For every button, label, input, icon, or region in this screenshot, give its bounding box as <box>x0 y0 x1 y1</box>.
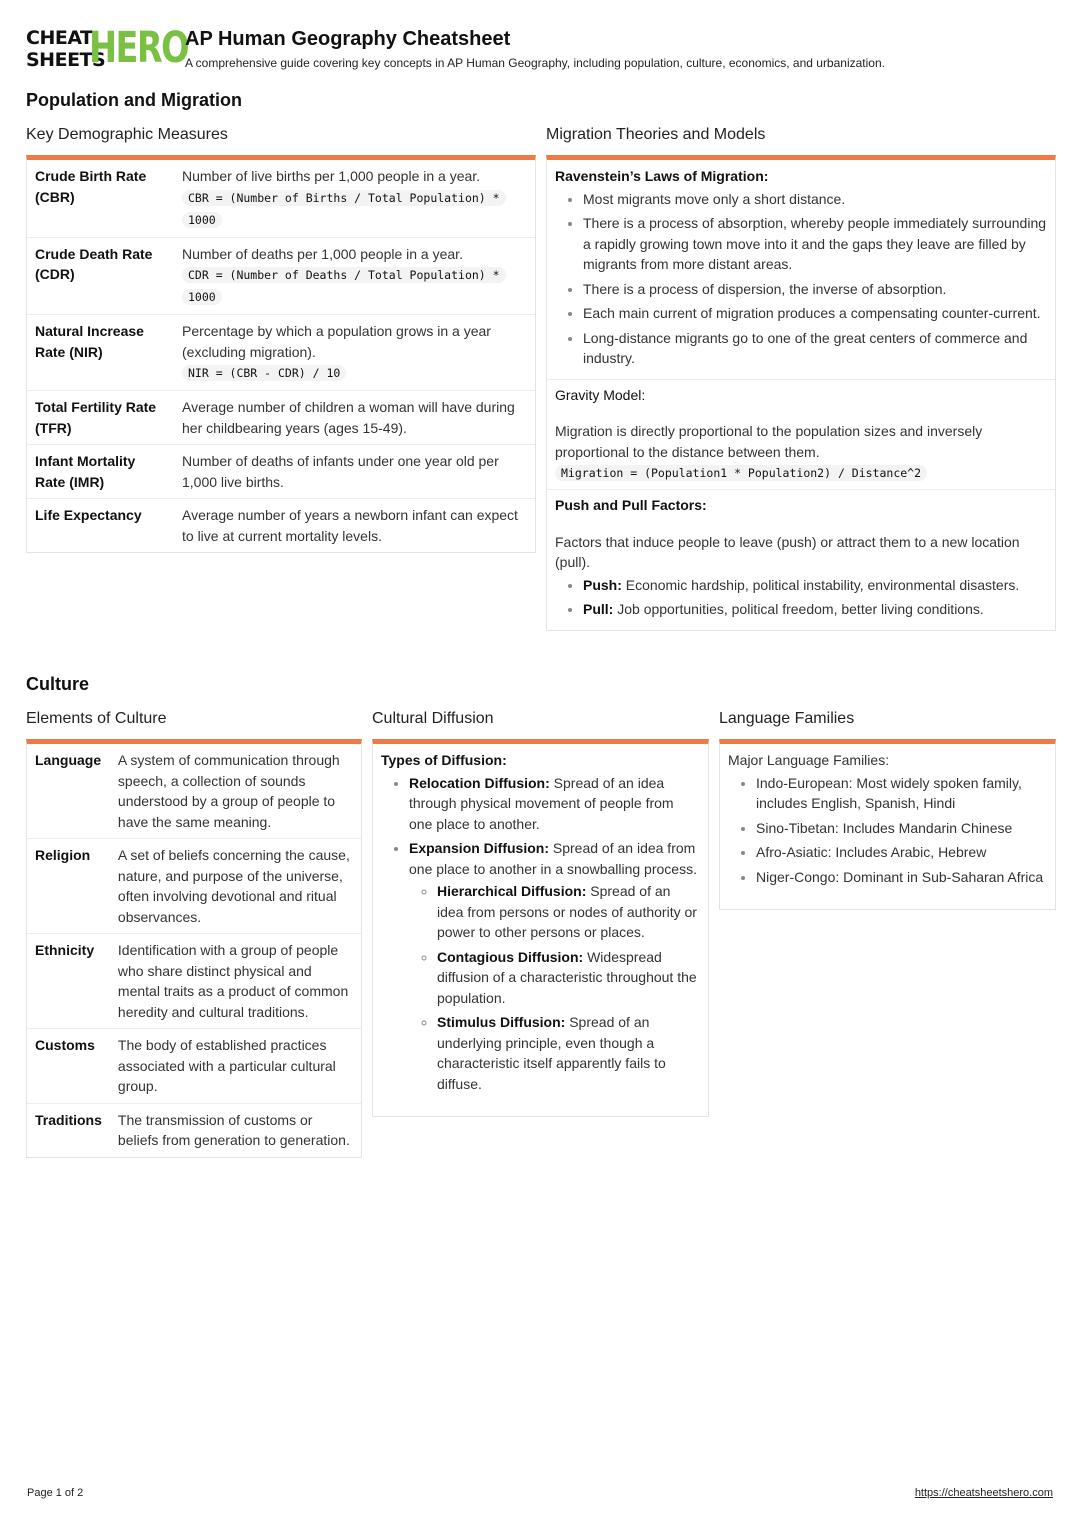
term-definition: The transmission of customs or beliefs from generation to generation. <box>117 1111 350 1148</box>
list-item <box>583 599 1047 620</box>
list-item: • Niger-Congo: Dominant in Sub-Saharan Africa <box>756 867 1047 888</box>
table-row <box>27 1029 361 1104</box>
section-title-culture: Culture <box>26 674 89 694</box>
term-label: Total Fertility Rate (TFR) <box>27 391 174 445</box>
languages-heading: Major Language Families: <box>728 752 890 768</box>
pull-text: Job opportunities, political freedom, better living conditions. <box>617 601 984 617</box>
list-item <box>409 773 700 835</box>
push-text: Economic hardship, political instability, environmental disasters. <box>625 576 1020 593</box>
list-item: • There is a process of dispersion, the inverse of absorption. <box>583 279 1047 300</box>
page-subtitle: A comprehensive guide covering key concepts in AP Human Geography, including population, culture, economics, and urbanization. <box>185 56 885 70</box>
ravenstein-list <box>555 189 1047 369</box>
table-row <box>27 237 535 315</box>
term-label: Crude Birth Rate (CBR) <box>27 160 174 237</box>
term-definition: The body of established practices associated with a particular cultural group. <box>110 1029 361 1104</box>
table-row <box>27 839 361 934</box>
term-label: Traditions <box>35 1111 102 1128</box>
list-item <box>437 947 700 1009</box>
diffusion-list <box>381 773 700 1095</box>
sub-item-text: Widespread diffusion of a characteristic throughout the population. <box>437 948 697 1006</box>
gravity-block <box>555 380 1047 485</box>
term-definition: Identification with a group of people who share distinct physical and mental traits as a product of common heredity and cultural traditions. <box>110 934 361 1029</box>
term-label: Infant Mortality Rate (IMR) <box>27 445 174 499</box>
definition-text: Number of live births per 1,000 people in a year. <box>182 168 481 184</box>
diffusion-block <box>373 744 708 1116</box>
table-row <box>27 499 535 553</box>
list-item <box>437 1012 700 1094</box>
diffusion-heading: Types of Diffusion: <box>381 752 507 768</box>
expansion-label: Expansion Diffusion: <box>409 840 549 856</box>
expansion-sublist <box>409 881 700 1094</box>
term-definition <box>174 237 535 315</box>
table-row <box>27 391 535 445</box>
term-definition <box>174 315 535 391</box>
list-item <box>437 881 700 943</box>
list-item: • Afro-Asiatic: Includes Arabic, Hebrew <box>756 842 1047 863</box>
list-item: • Most migrants move only a short distance. <box>583 189 1047 210</box>
sub-item-text: Spread of an idea from persons or nodes of authority or power to other persons or places. <box>437 883 697 940</box>
term-definition <box>174 160 535 237</box>
cheatsheets-hero-logo[interactable] <box>26 23 189 73</box>
page-number: Page 1 of 2 <box>27 1487 84 1499</box>
demographics-table <box>27 160 535 552</box>
card-migration <box>546 155 1056 631</box>
card-cultural-diffusion <box>372 739 709 1117</box>
sub-item-label: Stimulus Diffusion: <box>437 1014 566 1030</box>
relocation-label: Relocation Diffusion: <box>409 774 550 791</box>
term-label: Natural Increase Rate (NIR) <box>27 315 174 391</box>
ravenstein-block <box>547 160 1055 630</box>
elements-table <box>27 744 361 1157</box>
definition-text: Percentage by which a population grows in a year (excluding migration). <box>182 323 491 360</box>
pull-label: Pull: <box>583 601 614 617</box>
formula-code: NIR = (CBR - CDR) / 10 <box>182 365 346 381</box>
table-row <box>27 315 535 391</box>
term-label: Life Expectancy <box>35 507 142 523</box>
formula-code: CBR = (Number of Births / Total Population) * 1000 <box>182 190 506 228</box>
table-row <box>27 1103 361 1157</box>
card-demographics <box>26 155 536 553</box>
term-definition: Average number of years a newborn infant can expect to live at current mortality levels. <box>182 507 518 544</box>
card-title-diffusion: Cultural Diffusion <box>372 710 494 727</box>
table-row <box>27 744 361 839</box>
list-item <box>583 575 1047 596</box>
term-label: Language <box>27 744 110 839</box>
list-item: • Indo-European: Most widely spoken family, includes English, Spanish, Hindi <box>756 773 1047 814</box>
term-label: Crude Death Rate (CDR) <box>27 237 174 315</box>
pushpull-block <box>555 490 1047 620</box>
gravity-heading: Gravity Model: <box>555 386 646 403</box>
logo-text-hero: HERO <box>89 23 189 73</box>
page-header <box>26 23 1056 76</box>
pushpull-heading: Push and Pull Factors: <box>555 497 707 513</box>
term-definition: Number of deaths of infants under one year old per 1,000 live births. <box>174 445 535 499</box>
card-title-demographics: Key Demographic Measures <box>26 126 228 143</box>
card-title-languages: Language Families <box>719 710 855 727</box>
languages-block <box>720 744 1055 909</box>
gravity-formula-code: Migration = (Population1 * Population2) / Distance^2 <box>555 465 927 481</box>
site-link[interactable]: https://cheatsheetshero.com <box>914 1487 1053 1499</box>
section-title-population: Population and Migration <box>26 90 242 110</box>
formula-code: CDR = (Number of Deaths / Total Population) * 1000 <box>182 267 506 305</box>
ravenstein-heading: Ravenstein’s Laws of Migration: <box>555 168 769 184</box>
table-row <box>27 160 535 237</box>
list-item: • Each main current of migration produces a compensating counter-current. <box>583 303 1047 324</box>
pushpull-text: Factors that induce people to leave (push) or attract them to a new location (pull). <box>555 533 1020 570</box>
languages-list <box>728 773 1047 888</box>
push-label: Push: <box>583 576 622 593</box>
card-language-families <box>719 739 1056 910</box>
term-definition: A system of communication through speech, a collection of sounds understood by a group of people to have the same meaning. <box>110 744 361 839</box>
table-row <box>27 445 535 499</box>
sub-item-label: Contagious Diffusion: <box>437 948 584 965</box>
card-title-elements: Elements of Culture <box>26 710 167 727</box>
term-label: Ethnicity <box>27 934 110 1029</box>
list-item: • There is a process of absorption, whereby people immediately surrounding a rapidly growing town move into it and the gaps they leave are filled by migrants from more distant areas. <box>583 213 1047 275</box>
logo-text-cheat: CHEAT <box>26 27 93 49</box>
expansion-text: Spread of an idea from one place to another in a snowballing process. <box>409 840 697 877</box>
logo-text-sheets: SHEETS <box>26 49 106 71</box>
list-item: • Long-distance migrants go to one of the great centers of commerce and industry. <box>583 328 1047 369</box>
card-title-migration: Migration Theories and Models <box>546 126 766 143</box>
term-definition: A set of beliefs concerning the cause, nature, and purpose of the universe, often involving devotional and ritual observances. <box>110 839 361 934</box>
page-title: AP Human Geography Cheatsheet <box>185 28 511 50</box>
list-item: • Sino-Tibetan: Includes Mandarin Chinese <box>756 818 1047 839</box>
sub-item-label: Hierarchical Diffusion: <box>437 883 587 899</box>
table-row <box>27 934 361 1029</box>
relocation-text: Spread of an idea through physical movement of people from one place to another. <box>409 774 674 832</box>
term-definition: Average number of children a woman will have during her childbearing years (ages 15-49). <box>174 391 535 445</box>
gravity-text: Migration is directly proportional to the population sizes and inversely proportional to the distance between them. <box>555 423 983 460</box>
definition-text: Number of deaths per 1,000 people in a year. <box>182 245 463 262</box>
card-elements-of-culture <box>26 739 362 1158</box>
term-label: Customs <box>27 1029 110 1104</box>
term-label: Religion <box>27 839 110 934</box>
sub-item-text: Spread of an underlying principle, even though a characteristic itself apparently fails to diffuse. <box>437 1014 666 1092</box>
pushpull-list <box>555 575 1047 620</box>
list-item <box>409 838 700 1094</box>
